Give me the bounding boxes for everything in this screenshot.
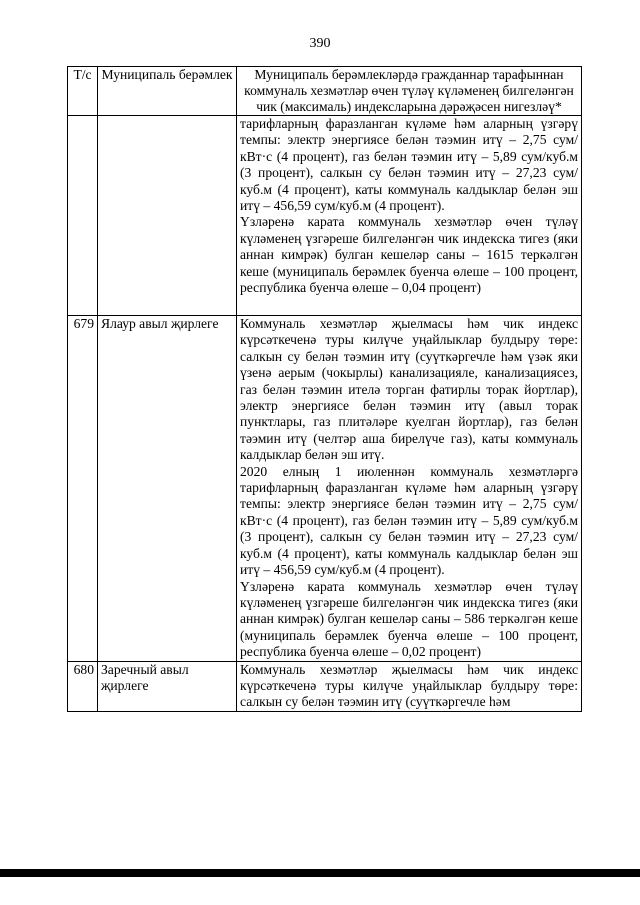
row-municipality <box>98 116 237 316</box>
row-number: 679 <box>68 316 98 662</box>
paragraph: Үзләренә карата коммуналь хезмәтләр өчен түләү күләменең үзгәреше билгеләнгән чик индекска тигез (яки аннан кимрәк) булган кешеләр саны – 586 теркәлгән кеше (муниципаль берәмлек буенча өлеше – 100 процент, республика буенча өлеше – 0,02 процент) <box>240 578 578 660</box>
header-number: Т/с <box>68 67 98 116</box>
paragraph: Үзләренә карата коммуналь хезмәтләр өчен түләү күләменең үзгәреше билгеләнгән чик индекска тигез (яки аннан кимрәк) булган кешеләр саны – 1615 теркәлгән кеше (муниципаль берәмлек буенча өлеше – 100 процент, республика буенча өлеше – 0,04 процент) <box>240 214 578 296</box>
row-municipality: Ялаур авыл җирлеге <box>98 316 237 662</box>
row-municipality: Заречный авыл җирлеге <box>98 661 237 711</box>
row-justification <box>237 661 582 711</box>
page-number: 390 <box>309 36 331 51</box>
row-number: 680 <box>68 661 98 711</box>
municipal-tariff-table <box>67 66 582 712</box>
paragraph: Коммуналь хезмәтләр җыелмасы һәм чик индекс күрсәткеченә туры килүче уңайлыклар булдыру төре: салкын су белән тәэмин итү (суүткәргечле һәм <box>240 661 578 710</box>
table-row <box>68 316 582 662</box>
header-municipality: Муниципаль берәмлек <box>98 67 237 116</box>
paragraph: тарифларның фаразланган күләме һәм аларның үзгәрү темпы: электр энергиясе белән тәэмин итү – 2,75 сум/кВт·с (4 процент), газ белән тәэмин итү – 5,89 сум/куб.м (3 процент), салкын су белән тәэмин итү – 27,23 сум/куб.м (4 процент), каты коммуналь калдыклар белән эш итү – 456,59 сум/куб.м (4 процент). <box>240 116 578 214</box>
paragraph: Коммуналь хезмәтләр җыелмасы һәм чик индекс күрсәткеченә туры килүче уңайлыклар булдыру төре: салкын су белән тәэмин итү (суүткәргечле һәм үзәк яки үзенә аерым (чокырлы) канализацияле, канализациясез, газ белән тәэмин ителә торган фатирлы торак йортлар), электр энергиясе белән тәэмин итү (авыл торак пунктлары, газ плитәләре куелган йортлар), газ белән тәэмин итү (челтәр аша бирелүче газ), каты коммуналь калдыклар белән эш итү. <box>240 316 578 463</box>
row-justification <box>237 116 582 316</box>
row-number <box>68 116 98 316</box>
scan-bottom-border <box>0 869 640 877</box>
row-justification <box>237 316 582 662</box>
table-header-row <box>68 67 582 116</box>
table-row <box>68 116 582 316</box>
paragraph: 2020 елның 1 июленнән коммуналь хезмәтләргә тарифларның фаразланган күләме һәм аларның үзгәрү темпы: электр энергиясе белән тәэмин итү – 2,75 сум/кВт·с (4 процент), газ белән тәэмин итү – 5,89 сум/куб.м (3 процент), салкын су белән тәэмин итү – 27,23 сум/куб.м (4 процент), каты коммуналь калдыклар белән эш итү – 456,59 сум/куб.м (4 процент). <box>240 463 578 578</box>
table-row <box>68 661 582 711</box>
header-justification: Муниципаль берәмлекләрдә гражданнар тарафыннан коммуналь хезмәтләр өчен түләү күләменең билгеләнгән чик (максималь) индексларына дәрәҗәсен нигезләү* <box>237 67 582 116</box>
